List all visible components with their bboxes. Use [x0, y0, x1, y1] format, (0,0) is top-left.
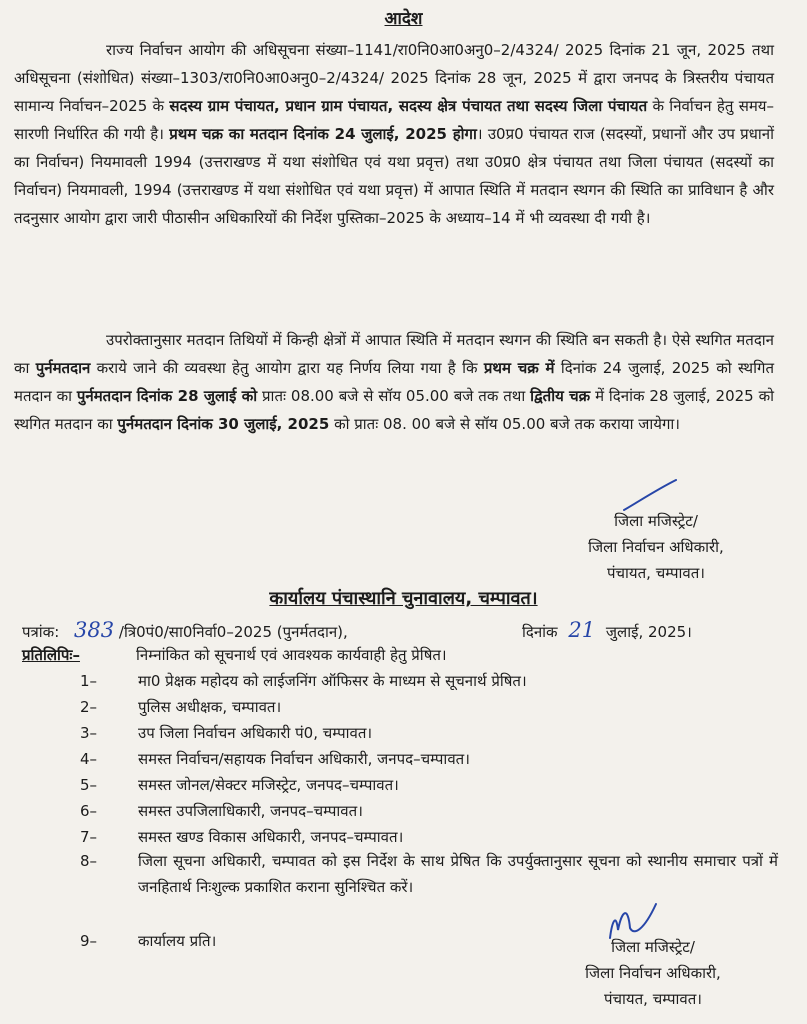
para2-bold-5: पुर्नमतदान दिनांक 30 जुलाई, 2025 [117, 415, 330, 433]
ref-suffix: /त्रि0पं0/सा0निर्वा0–2025 (पुनर्मतदान), [118, 623, 348, 641]
para2-text-3: दिनांक 24 जुलाई, 2025 को स्थगित मतदान का [14, 359, 774, 405]
signature-1-line-3: पंचायत, चम्पावत। [606, 564, 705, 582]
signature-1-line-1: जिला मजिस्ट्रेट/ [614, 512, 698, 530]
office-heading: कार्यालय पंचास्थानि चुनावालय, चम्पावत। [269, 588, 538, 609]
copy-item-text: समस्त जोनल/सेक्टर मजिस्ट्रेट, जनपद–चम्पावत। [138, 776, 399, 794]
signature-block-1 [556, 508, 756, 586]
para2-text-2: कराये जाने की व्यवस्था हेतु आयोग द्वारा यह निर्णय लिया गया है कि [90, 359, 484, 377]
para2-bold-3: पुर्नमतदान दिनांक 28 जुलाई को [76, 387, 258, 405]
copy-list-item [22, 798, 782, 824]
copy-item-number: 8– [80, 852, 98, 870]
copy-item-number: 6– [80, 802, 98, 820]
signature-2-line-3: पंचायत, चम्पावत। [603, 990, 702, 1008]
copy-list-item [22, 668, 782, 694]
signature-block-2 [548, 934, 758, 1012]
date-day: 21 [568, 618, 596, 642]
para1-bold-1: सदस्य ग्राम पंचायत, प्रधान ग्राम पंचायत, सदस्य क्षेत्र पंचायत तथा सदस्य जिला पंचायत [169, 97, 648, 115]
para2-bold-4: द्वितीय चक्र [530, 387, 591, 405]
para2-bold-2: प्रथम चक्र में [483, 359, 555, 377]
order-title: आदेश [384, 9, 423, 29]
date-rest: जुलाई, 2025। [605, 623, 692, 641]
copy-item-number: 5– [80, 776, 98, 794]
copy-item-number: 2– [80, 698, 98, 716]
copy-item-number: 1– [80, 672, 98, 690]
copy-list-item [22, 824, 782, 850]
para2-text-6: को प्रातः 08. 00 बजे से सॉय 05.00 बजे तक कराया जायेगा। [329, 415, 680, 433]
copy-item-text: मा0 प्रेक्षक महोदय को लाईजनिंग ऑफिसर के माध्यम से सूचनार्थ प्रेषित। [138, 672, 527, 690]
reference-line [22, 618, 782, 642]
para1-text-1: राज्य निर्वाचन आयोग की अधिसूचना संख्या–1141/रा0नि0आ0अनु0–2/4324/ 2025 दिनांक 21 जून, 2025 तथा अधिसूचना (संशोधित) संख्या–1303/रा0नि0आ0अनु0–2/4324/ 2025 दिनांक 28 जून, 2025 में द्वारा जनपद के त्रिस्तरीय पंचायत सामान्य निर्वाचन–2025 के [14, 41, 774, 115]
copy-item-text: समस्त उपजिलाधिकारी, जनपद–चम्पावत। [138, 802, 363, 820]
copy-item-number: 9– [80, 932, 98, 950]
para2-bold-1: पुर्नमतदान [35, 359, 91, 377]
signature-2-line-1: जिला मजिस्ट्रेट/ [611, 938, 695, 956]
copy-item-text: पुलिस अधीक्षक, चम्पावत। [138, 698, 282, 716]
signature-2-line-2: जिला निर्वाचन अधिकारी, [585, 964, 721, 982]
copy-item-number: 3– [80, 724, 98, 742]
order-paragraph-2 [14, 326, 774, 438]
copy-list-item [22, 848, 782, 926]
copy-item-text: उप जिला निर्वाचन अधिकारी पं0, चम्पावत। [138, 724, 373, 742]
para1-bold-2: प्रथम चक्र का मतदान दिनांक 24 जुलाई, 2025 होगा [169, 125, 477, 143]
ref-number: 383 [74, 618, 115, 642]
copy-item-text: समस्त खण्ड विकास अधिकारी, जनपद–चम्पावत। [138, 828, 404, 846]
copy-item-text: समस्त निर्वाचन/सहायक निर्वाचन अधिकारी, जनपद–चम्पावत। [138, 750, 470, 768]
signature-1-line-2: जिला निर्वाचन अधिकारी, [588, 538, 724, 556]
para2-text-5: में दिनांक 28 जुलाई, 2025 को स्थगित मतदान का [14, 387, 774, 433]
copy-list-item [22, 694, 782, 720]
date-label: दिनांक [522, 623, 558, 641]
copy-label: प्रतिलिपिः– [22, 646, 80, 664]
para2-text-4: प्रातः 08.00 बजे से सॉय 05.00 बजे तक तथा [257, 387, 531, 405]
copy-item-number: 4– [80, 750, 98, 768]
para1-text-2: के निर्वाचन हेतु समय–सारणी निर्धारित की गयी है। [14, 97, 775, 143]
copy-item-text: कार्यालय प्रति। [138, 932, 217, 950]
copy-list-item [22, 720, 782, 746]
copy-item-number: 7– [80, 828, 98, 846]
copy-item-text: जिला सूचना अधिकारी, चम्पावत को इस निर्देश के साथ प्रेषित कि उपर्युक्तानुसार सूचना को स्थानीय समाचार पत्रों में जनहितार्थ निःशुल्क प्रकाशित कराना सुनिश्चित करें। [138, 852, 778, 896]
copy-intro: निम्नांकित को सूचनार्थ एवं आवश्यक कार्यवाही हेतु प्रेषित। [136, 646, 447, 664]
copy-list-item [22, 746, 782, 772]
order-paragraph-1 [14, 36, 774, 232]
ref-label: पत्रांक: [22, 623, 60, 641]
para2-text-1: उपरोक्तानुसार मतदान तिथियों में किन्ही क्षेत्रों में आपात स्थिति में मतदान स्थगन की स्थिति बन सकती है। ऐसे स्थगित मतदान का [14, 331, 774, 377]
copy-list-item [22, 772, 782, 798]
para1-text-3: । उ0प्र0 पंचायत राज (सदस्यों, प्रधानों और उप प्रधानों का निर्वाचन) नियमावली 1994 (उत्तराखण्ड में यथा संशोधित एवं यथा प्रवृत्त) तथा उ0प्र0 क्षेत्र पंचायत तथा जिला पंचायत (सदस्यों का निर्वाचन) नियमावली, 1994 (उत्तराखण्ड में यथा संशोधित एवं यथा प्रवृत्त) में आपात स्थिति में मतदान स्थगन की स्थिति का प्राविधान है और तदनुसार आयोग द्वारा जारी पीठासीन अधिकारियों की निर्देश पुस्तिका–2025 के अध्याय–14 में भी व्यवस्था दी गयी है। [14, 125, 774, 227]
